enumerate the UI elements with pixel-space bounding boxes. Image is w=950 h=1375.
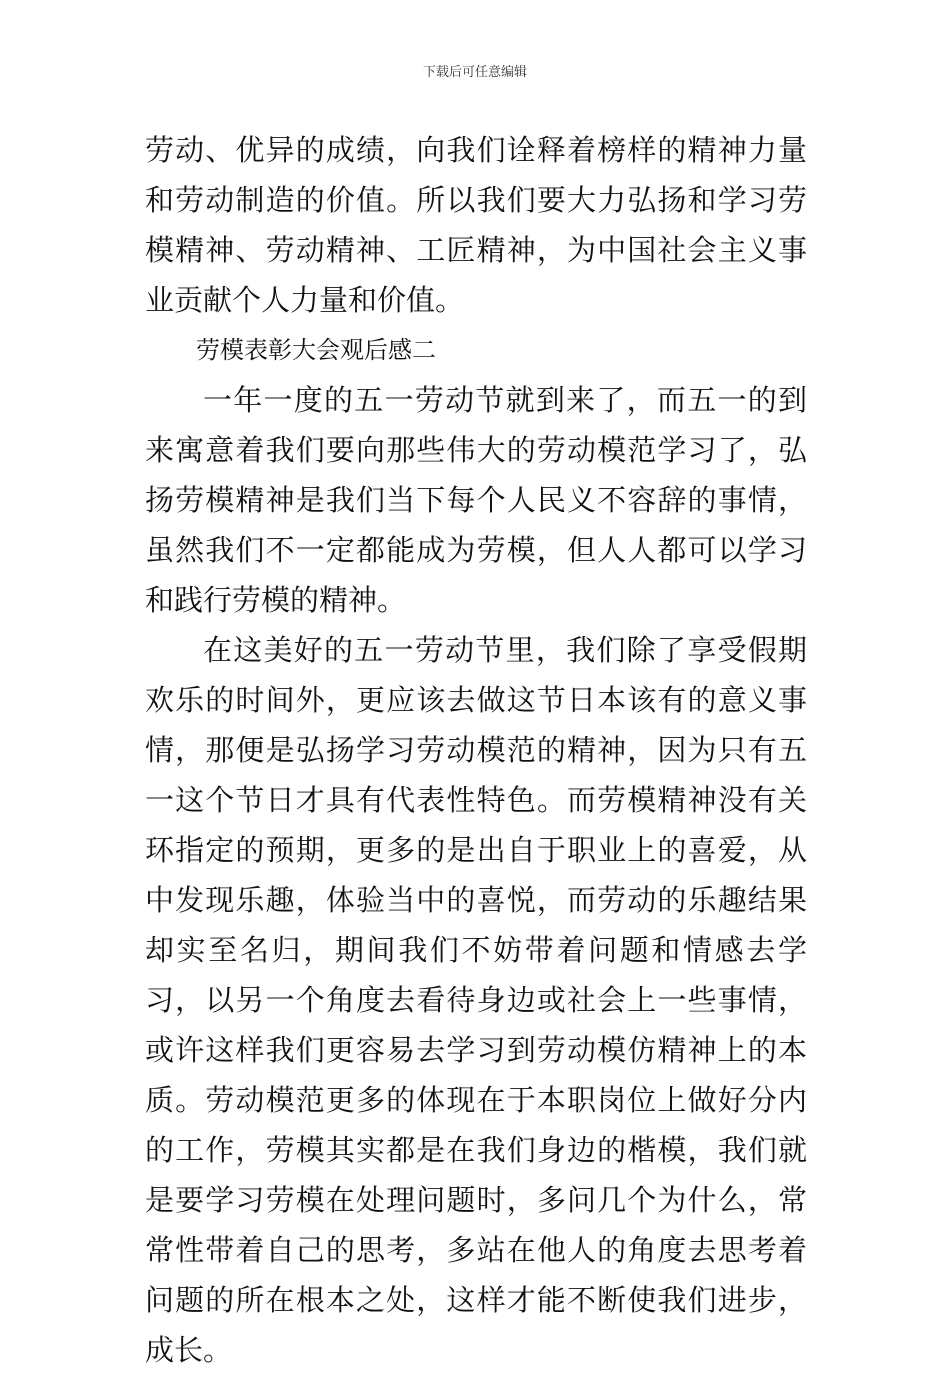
document-body — [145, 125, 807, 1375]
page-header: 下载后可任意编辑 — [422, 65, 527, 80]
paragraph-continuation: 劳动、优异的成绩，向我们诠释着榜样的精神力量和劳动制造的价值。所以我们要大力弘扬和学习劳模精神、劳动精神、工匠精神，为中国社会主义事业贡献个人力量和价值。 — [145, 133, 807, 317]
paragraph-intro: 一年一度的五一劳动节就到来了，而五一的到来寓意着我们要向那些伟大的劳动模范学习了，弘扬劳模精神是我们当下每个人民义不容辞的事情，虽然我们不一定都能成为劳模，但人人都可以学习和践行劳模的精神。 — [145, 383, 807, 617]
paragraph-main: 在这美好的五一劳动节里，我们除了享受假期欢乐的时间外，更应该去做这节日本该有的意义事情，那便是弘扬学习劳动模范的精神，因为只有五一这个节日才具有代表性特色。而劳模精神没有关环指定的预期，更多的是出自于职业上的喜爱，从中发现乐趣，体验当中的喜悦，而劳动的乐趣结果却实至名归，期间我们不妨带着问题和情感去学习，以另一个角度去看待身边或社会上一些事情，或许这样我们更容易去学习到劳动模仿精神上的本质。劳动模范更多的体现在于本职岗位上做好分内的工作，劳模其实都是在我们身边的楷模，我们就是要学习劳模在处理问题时，多问几个为什么，常常性带着自己的思考，多站在他人的角度去思考着问题的所在根本之处，这样才能不断使我们进步，成长。 — [145, 633, 807, 1367]
section-heading: 劳模表彰大会观后感二 — [196, 336, 436, 364]
